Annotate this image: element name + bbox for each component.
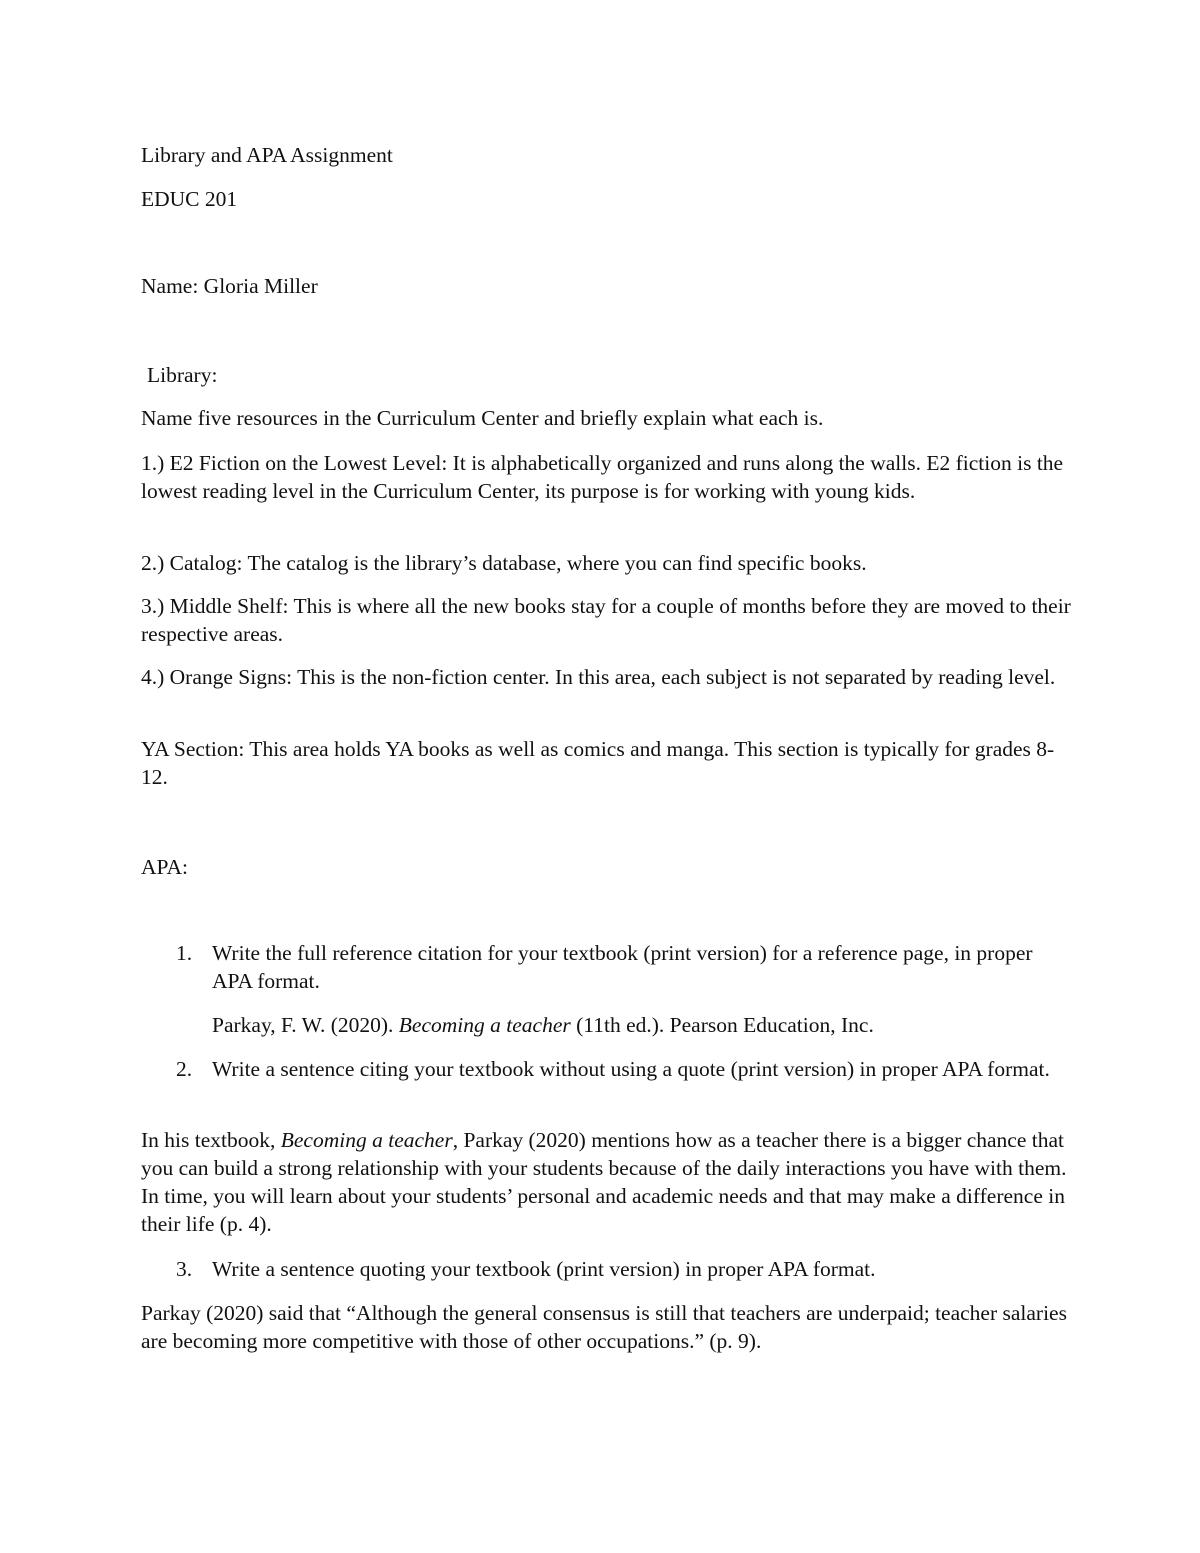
answer-2-part-b: , Parkay (2020) mentions how as a teacher there is a bigger chance that you can build a strong relationship with your students because of the daily interactions you have with them. In time, you will learn about your students’ personal and academic needs and that may make a difference in their life (p. 4).	[141, 1128, 1067, 1236]
answer-1-part-b: (11th ed.). Pearson Education, Inc.	[570, 1013, 874, 1037]
answer-1-part-a: Parkay, F. W. (2020).	[212, 1013, 399, 1037]
library-item-1: 1.) E2 Fiction on the Lowest Level: It is alphabetically organized and runs along the walls. E2 fiction is the lowest reading level in the Curriculum Center, its purpose is for working with young kids.	[141, 451, 1064, 503]
library-item-2: 2.) Catalog: The catalog is the library’s database, where you can find specific books.	[141, 551, 867, 575]
question-2-text: Write a sentence citing your textbook without using a quote (print version) in proper APA format.	[212, 1057, 1050, 1081]
library-item-5: YA Section: This area holds YA books as well as comics and manga. This section is typically for grades 8-12.	[141, 737, 1055, 789]
answer-2-book-title: Becoming a teacher	[280, 1128, 453, 1152]
question-2-answer	[141, 1126, 1071, 1238]
library-prompt: Name five resources in the Curriculum Center and briefly explain what each is.	[141, 406, 824, 430]
question-3-number: 3.	[176, 1257, 193, 1281]
library-heading: Library:	[147, 363, 218, 387]
question-3-answer: Parkay (2020) said that “Although the general consensus is still that teachers are underpaid; teacher salaries are becoming more competitive with those of other occupations.” (p. 9).	[141, 1301, 1067, 1353]
document-title: Library and APA Assignment	[141, 143, 393, 167]
question-1-text: Write the full reference citation for your textbook (print version) for a reference page, in proper APA format.	[212, 941, 1033, 993]
question-3-text: Write a sentence quoting your textbook (print version) in proper APA format.	[212, 1257, 876, 1281]
answer-1-book-title: Becoming a teacher	[398, 1013, 571, 1037]
student-name: Name: Gloria Miller	[141, 274, 318, 298]
question-1-answer	[212, 1011, 1072, 1039]
library-item-3: 3.) Middle Shelf: This is where all the new books stay for a couple of months before they are moved to their respective areas.	[141, 594, 1071, 646]
library-item-4: 4.) Orange Signs: This is the non-fiction center. In this area, each subject is not separated by reading level.	[141, 665, 1056, 689]
apa-heading: APA:	[141, 855, 189, 879]
question-2-number: 2.	[176, 1057, 193, 1081]
answer-2-part-a: In his textbook,	[141, 1128, 281, 1152]
course-code: EDUC 201	[141, 187, 238, 211]
question-1-number: 1.	[176, 941, 193, 965]
